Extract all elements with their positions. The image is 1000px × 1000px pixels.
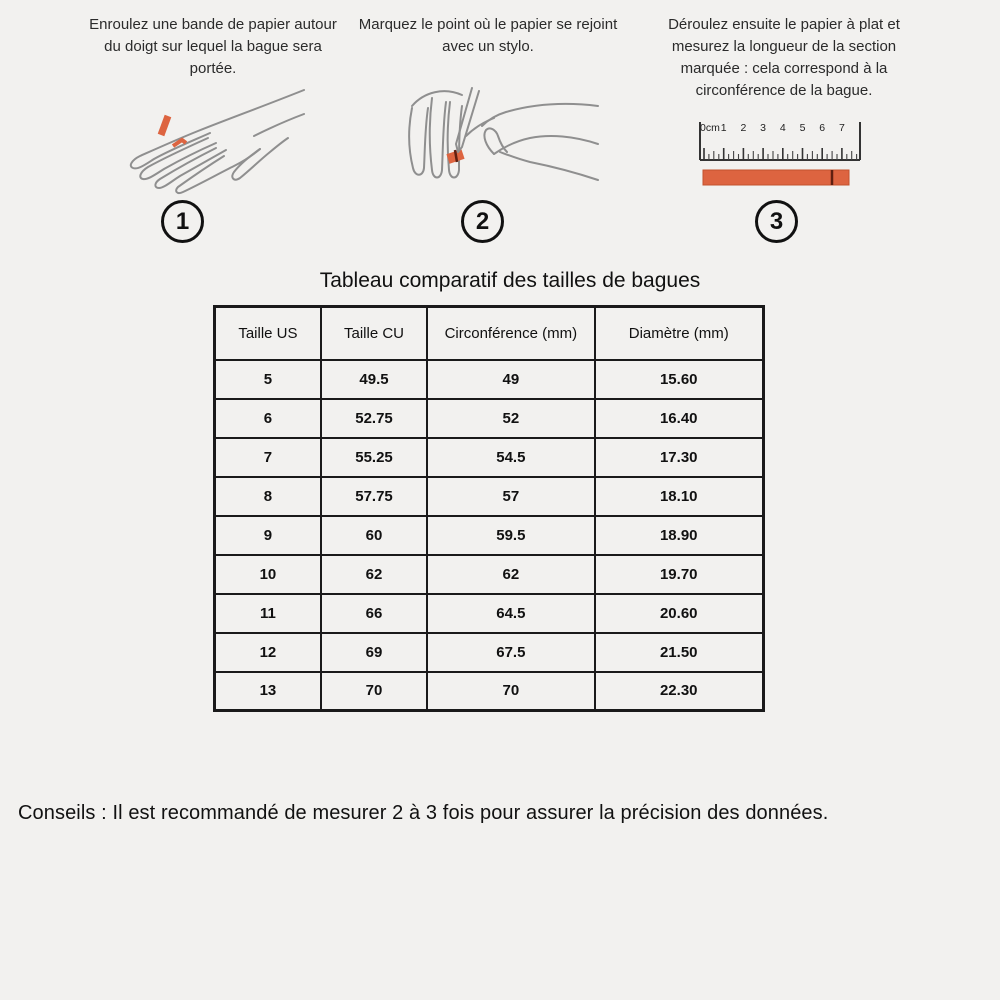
step-3-number: 3 [769, 207, 784, 235]
cell-us: 5 [215, 360, 321, 399]
ruler-label-3: 3 [760, 122, 767, 134]
header-circonference: Circonférence (mm) [427, 307, 594, 360]
cell-circ: 49 [427, 360, 594, 399]
cell-cu: 60 [321, 516, 427, 555]
pen-marking-band-icon [398, 84, 600, 198]
step-3-text: Déroulez ensuite le papier à plat et mesurez la longueur de la section marquée : cela correspond à la circonférence de la bague. [668, 16, 900, 99]
step-2-number: 2 [475, 207, 490, 235]
cell-circ: 70 [427, 672, 594, 711]
table-row [215, 633, 764, 672]
cell-diam: 19.70 [595, 555, 764, 594]
header-taille-cu: Taille CU [321, 307, 427, 360]
cell-diam: 18.10 [595, 477, 764, 516]
step-2-text: Marquez le point où le papier se rejoint avec un stylo. [358, 16, 618, 55]
cell-cu: 70 [321, 672, 427, 711]
table-row [215, 672, 764, 711]
cell-us: 7 [215, 438, 321, 477]
step-2 [358, 14, 618, 58]
paper-strip [703, 170, 849, 185]
ruler-label-5: 5 [799, 122, 806, 134]
step-1-number: 1 [175, 207, 190, 235]
cell-us: 12 [215, 633, 321, 672]
cell-cu: 66 [321, 594, 427, 633]
ruler-label-4: 4 [779, 122, 786, 134]
cell-us: 8 [215, 477, 321, 516]
table-row [215, 594, 764, 633]
step-1-number-badge [161, 200, 204, 243]
table-row [215, 555, 764, 594]
cell-diam: 17.30 [595, 438, 764, 477]
cell-diam: 20.60 [595, 594, 764, 633]
table-row [215, 360, 764, 399]
cell-circ: 57 [427, 477, 594, 516]
step-1-text: Enroulez une bande de papier autour du doigt sur lequel la bague sera portée. [89, 16, 337, 77]
ruler-with-paper-strip-icon [696, 118, 864, 194]
table-row [215, 477, 764, 516]
table-header-row [215, 307, 764, 360]
ruler-label-6: 6 [819, 122, 826, 134]
cell-cu: 52.75 [321, 399, 427, 438]
hand-with-paper-band-icon [112, 86, 310, 198]
ruler-label-0cm: 0cm [700, 122, 720, 134]
cell-cu: 55.25 [321, 438, 427, 477]
cell-circ: 54.5 [427, 438, 594, 477]
table-title: Tableau comparatif des tailles de bagues [319, 269, 701, 292]
cell-circ: 64.5 [427, 594, 594, 633]
cell-cu: 49.5 [321, 360, 427, 399]
header-taille-us: Taille US [215, 307, 321, 360]
ruler-label-7: 7 [838, 122, 845, 134]
cell-diam: 22.30 [595, 672, 764, 711]
table-row [215, 399, 764, 438]
ring-size-table [213, 305, 765, 712]
cell-circ: 52 [427, 399, 594, 438]
ruler-label-1: 1 [720, 122, 727, 134]
cell-us: 9 [215, 516, 321, 555]
cell-us: 13 [215, 672, 321, 711]
cell-circ: 62 [427, 555, 594, 594]
cell-cu: 57.75 [321, 477, 427, 516]
table-row [215, 438, 764, 477]
header-diametre: Diamètre (mm) [595, 307, 764, 360]
cell-diam: 15.60 [595, 360, 764, 399]
cell-cu: 62 [321, 555, 427, 594]
cell-us: 6 [215, 399, 321, 438]
cell-circ: 59.5 [427, 516, 594, 555]
table-row [215, 516, 764, 555]
cell-diam: 18.90 [595, 516, 764, 555]
cell-us: 11 [215, 594, 321, 633]
step-3 [650, 14, 918, 102]
cell-diam: 21.50 [595, 633, 764, 672]
step-1 [88, 14, 338, 80]
cell-us: 10 [215, 555, 321, 594]
cell-diam: 16.40 [595, 399, 764, 438]
step-2-number-badge [461, 200, 504, 243]
advice-text: Conseils : Il est recommandé de mesurer 2 à 3 fois pour assurer la précision des données. [18, 802, 829, 824]
step-3-number-badge [755, 200, 798, 243]
cell-cu: 69 [321, 633, 427, 672]
cell-circ: 67.5 [427, 633, 594, 672]
ruler-label-2: 2 [740, 122, 747, 134]
